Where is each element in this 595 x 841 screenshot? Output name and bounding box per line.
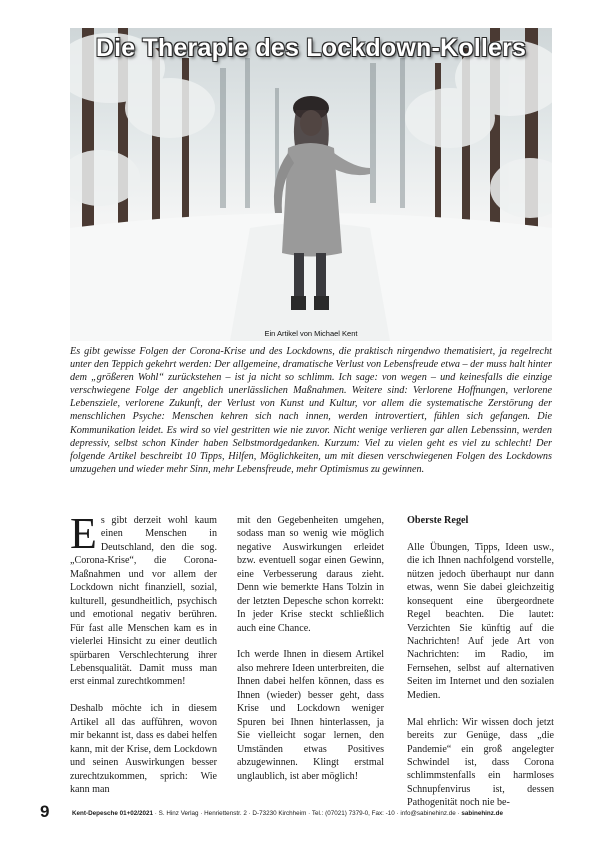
paragraph: mit den Gegebenheiten umgehen, sodass man so wenig wie möglich negative Auswirkungen erleidet bzw. eventuell sogar einen Gewinn, eine Verbesserung daraus zieht. Denn wie bemerkte Hans Tolzin in der letzten Depesche schon korrekt: In jeder Krise steckt schließlich auch eine Chance. xyxy=(237,515,384,634)
column-1 xyxy=(70,509,217,810)
article-byline: Ein Artikel von Michael Kent xyxy=(264,329,358,338)
page-footer xyxy=(72,810,556,817)
column-3 xyxy=(407,514,554,823)
paragraph: Es gibt derzeit wohl kaum einen Menschen in Deutschland, den die sog. „Corona-Krise“, die Corona-Maßnahmen und vor allem der Lockdown nicht finanziell, sozial, kulturell, gesundheitlich, psychisch und emotional negativ berühren. Für fast alle Menschen kam es in vielerlei Hinsicht zu einer deutlich spürbaren Verschlechterung ihrer Lebensqualität. Damit muss man erst einmal zurechtkommen! xyxy=(70,509,217,688)
publisher-info: · S. Hinz Verlag · Henriettenstr. 2 · D-73230 Kirchheim · Tel.: (07021) 7379-0, Fax: -10 · info@sabinehinz.de · xyxy=(153,810,462,817)
hero-photo xyxy=(70,28,552,341)
issue-label: Kent-Depesche 01+02/2021 xyxy=(72,810,154,817)
website-link[interactable]: sabinehinz.de xyxy=(461,810,504,817)
column-2 xyxy=(237,514,384,796)
article-title: Die Therapie des Lockdown-Kollers xyxy=(95,34,527,62)
paragraph: Deshalb möchte ich in diesem Artikel all das aufführen, wovon mir bekannt ist, dass es dabei helfen kann, mit der Krise, dem Lockdown und seinen Auswirkungen besser zurechtzukommen, sprich: Wie kann man xyxy=(70,703,217,795)
paragraph: Alle Übungen, Tipps, Ideen usw., die ich Ihnen nachfolgend vorstelle, nützen jedoch überhaupt nur dann etwas, wenn Sie dabei gleichzeitig konsequent eine übergeordnete Regel beachten. Die lautet: Verzichten Sie künftig auf die Nachrichten! Auf jede Art von Nachrichten: im Radio, im Fernsehen, selbst auf alternativen Seiten im Internet und den sozialen Medien. xyxy=(407,541,554,701)
paragraph: Ich werde Ihnen in diesem Artikel also mehrere Ideen unterbreiten, die Ihnen dabei helfen können, dass es Ihnen (wieder) besser geht, dass Krise und Lockdown weniger Spuren bei Ihnen hinterlassen, ja Sie vielleicht sogar lernen, den Umständen etwas Positives abzugewinnen. Klingt erstmal unglaublich, ist aber möglich! xyxy=(237,649,384,782)
paragraph: Mal ehrlich: Wir wissen doch jetzt bereits zur Genüge, dass „die Pandemie“ ein groß angelegter Schwindel ist, dass Corona schlimmstenfalls ein harmloses Schnupfenvirus ist, dessen Pathogenität noch nie be- xyxy=(407,716,554,809)
snowy-forest-illustration xyxy=(70,28,552,341)
section-heading: Oberste Regel xyxy=(407,515,469,526)
article-intro: Es gibt gewisse Folgen der Corona-Krise und des Lockdowns, die praktisch nirgendwo thematisiert, ja regelrecht unter den Teppich gekehrt werden: Der allgemeine, dramatische Verlust von Lebensfreude etwa – der muss halt hinter dem „größeren Wohl“ zurückstehen – ist ja nicht so schlimm. Ich sage: von wegen – und keinesfalls die einzige verschwiegene Folge der angeblich unerlässlichen Maßnahmen. Weitere sind: Verlorene Hoffnungen, verlorene Lebensziele, verlorene Zukunft, der Verlust von Kunst und Kultur, vor allem die systematische Zerstörung der menschlichen Psyche: Menschen kehren sich nach innen, werden introvertiert, fühlen sich gefangen. Die Kommunikation leidet. Es wird so viel gestritten wie nie zuvor. Nicht wenige verlieren gar allen Lebenssinn, werden depressiv, selbst schon Kinder haben Selbstmordgedanken. Kurzum: Viel zu vielen geht es viel zu schlecht! Der folgende Artikel beschreibt 10 Tipps, Hilfen, Möglichkeiten, um mit diesen verschwiegenen Folgen des Lockdowns umzugehen und wieder mehr Sinn, mehr Lebensfreude, mehr Optimismus zu gewinnen. xyxy=(70,346,552,475)
drop-cap: E xyxy=(70,509,97,558)
page-number: 9 xyxy=(40,802,50,821)
